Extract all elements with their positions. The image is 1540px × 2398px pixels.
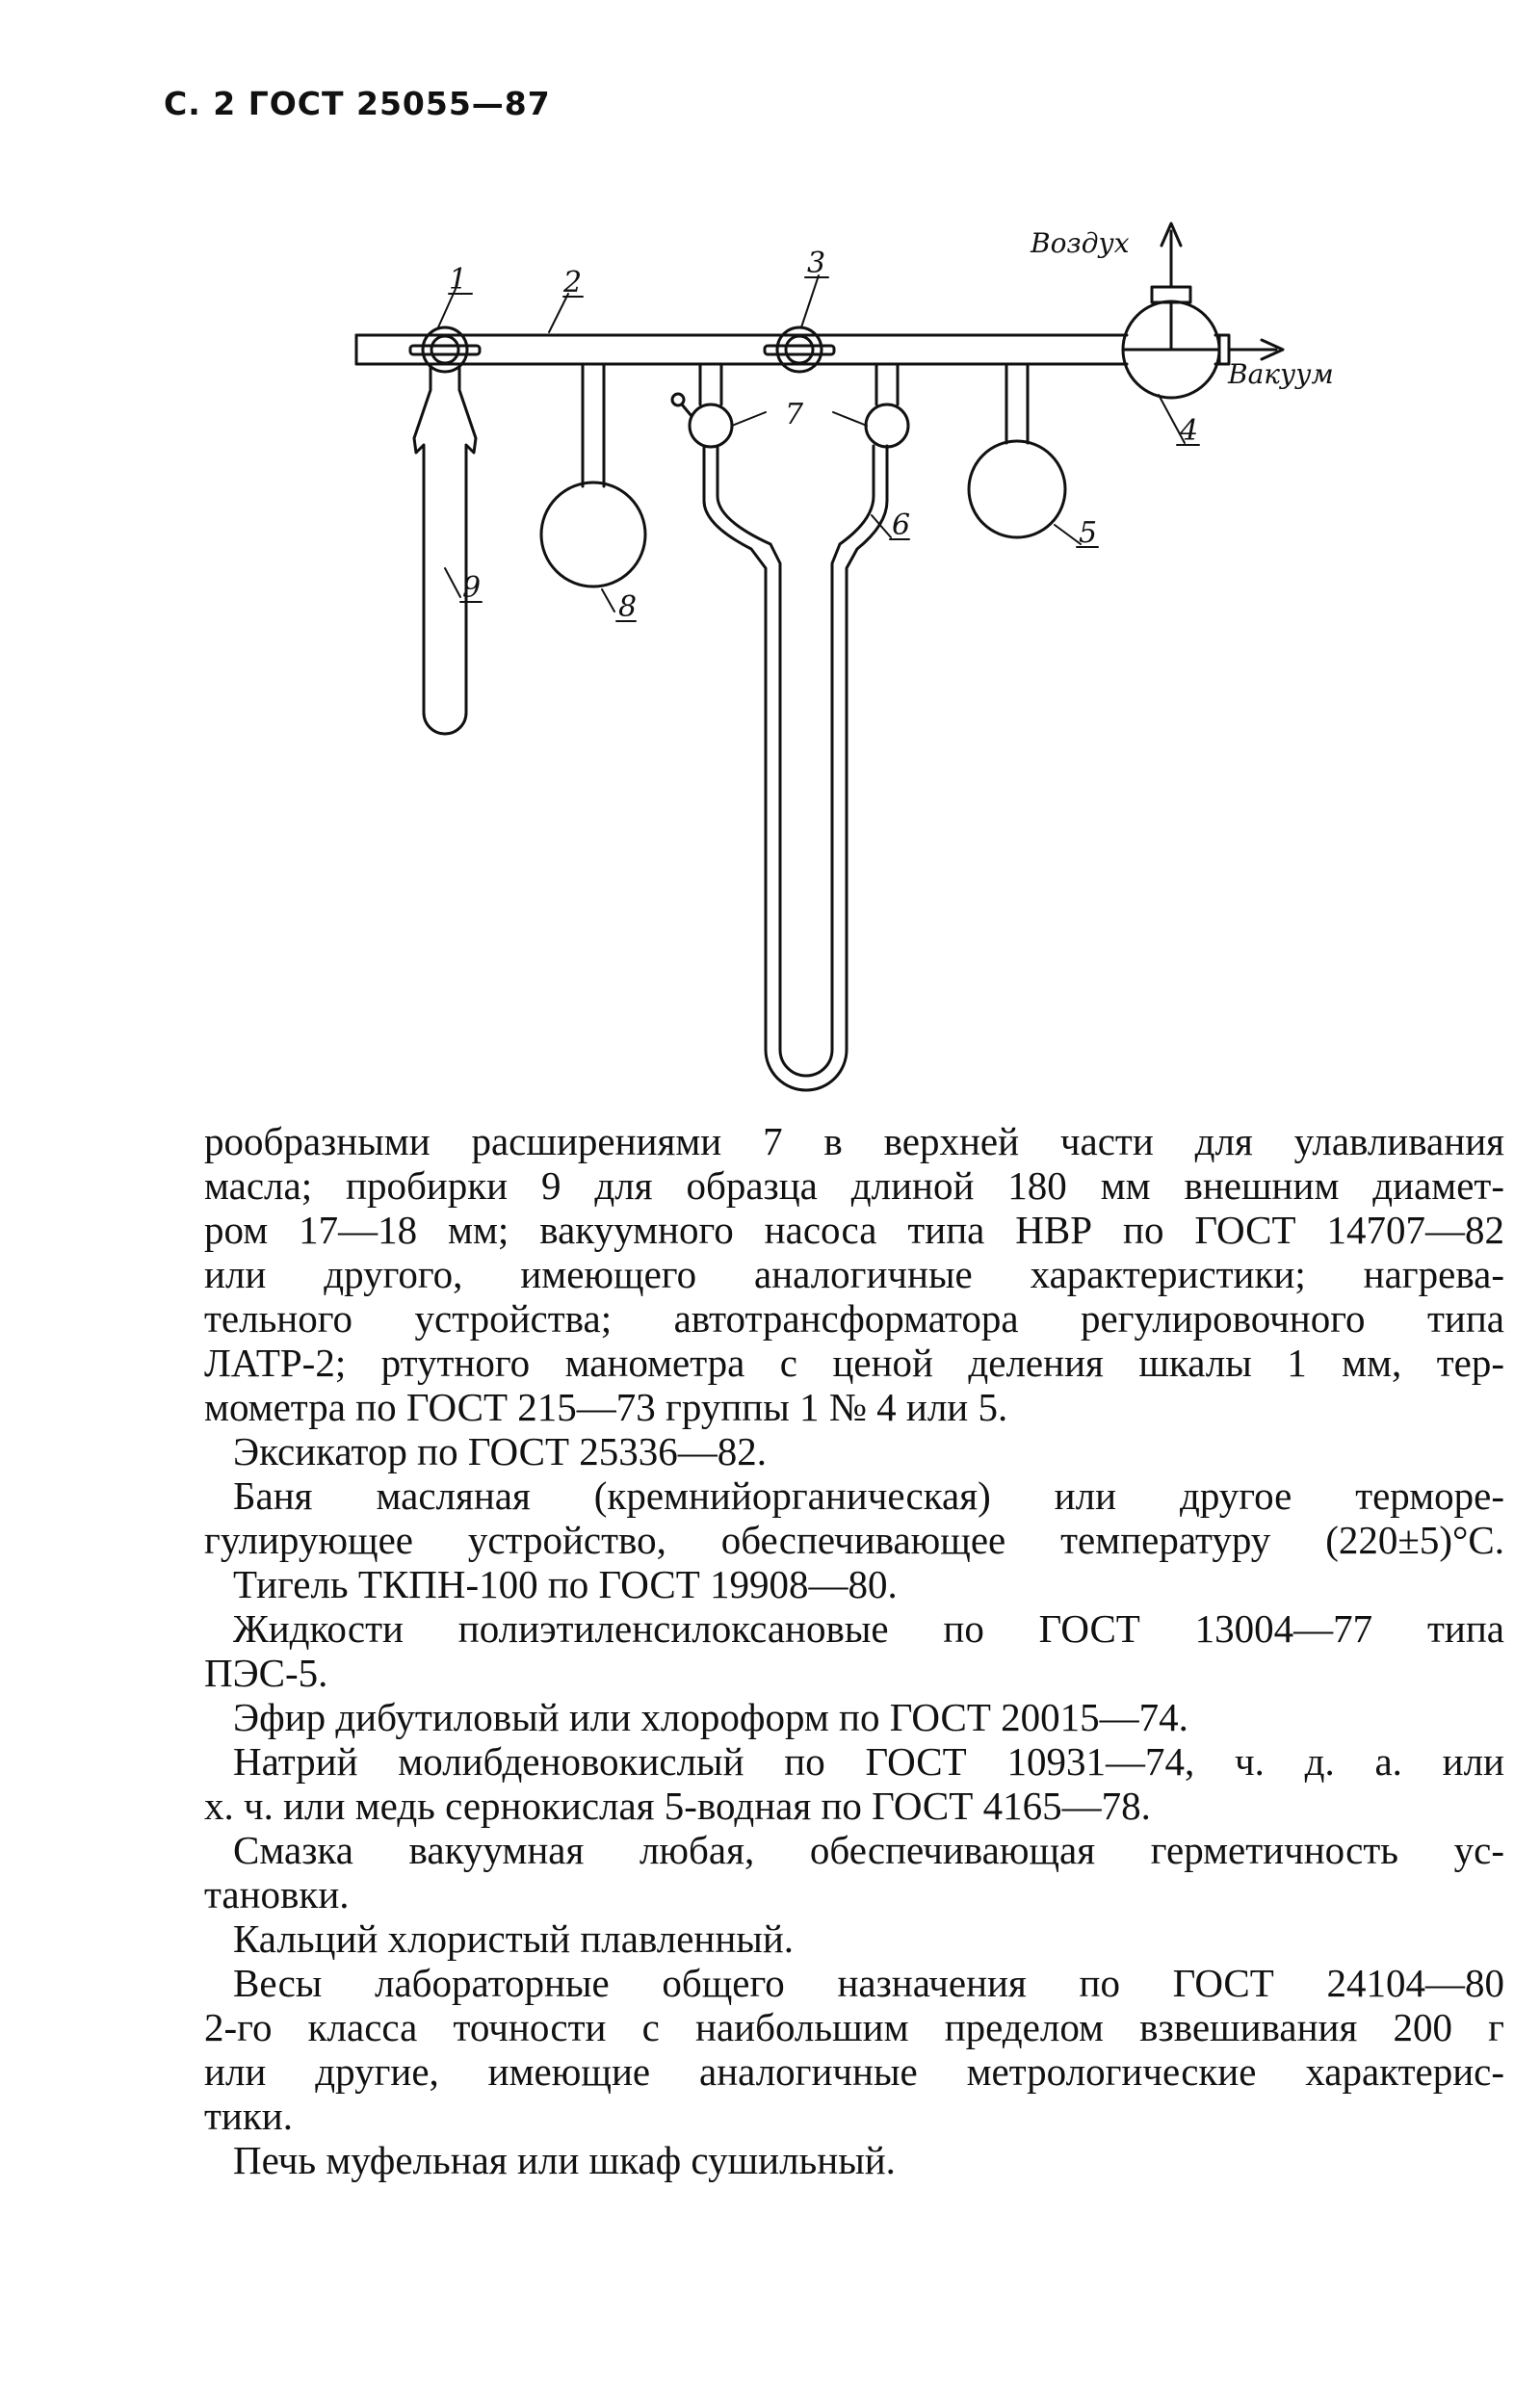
text-line: ром 17—18 мм; вакуумного насоса типа НВР по ГОСТ 14707—82 xyxy=(204,1208,1504,1252)
text-line: Печь муфельная или шкаф сушильный. xyxy=(233,2138,896,2182)
text-line: х. ч. или медь сернокислая 5-водная по ГОСТ 4165—78. xyxy=(204,1784,1151,1828)
text-line: тановки. xyxy=(204,1872,350,1916)
text-line: Тигель ТКПН-100 по ГОСТ 19908—80. xyxy=(233,1562,898,1606)
text-line: тики. xyxy=(204,2094,293,2138)
text-line: Смазка вакуумная любая, обеспечивающая герметичность ус- xyxy=(233,1828,1504,1872)
callout-9: 9 xyxy=(462,571,482,605)
callout-2: 2 xyxy=(563,266,583,300)
text-line: гулирующее устройство, обеспечивающее температуру (220±5)°С. xyxy=(204,1518,1504,1562)
text-line: или другие, имеющие аналогичные метрологические характерис- xyxy=(204,2049,1504,2094)
callout-6: 6 xyxy=(892,508,911,542)
callout-1: 1 xyxy=(449,263,468,297)
text-line: масла; пробирки 9 для образца длиной 180 мм внешним диамет- xyxy=(204,1163,1504,1208)
air-label: Воздух xyxy=(1031,227,1130,259)
text-line: или другого, имеющего аналогичные характеристики; нагрева- xyxy=(204,1252,1504,1296)
trap-u-tube-6 xyxy=(672,364,911,1090)
test-tube-9 xyxy=(414,364,476,734)
text-line: Баня масляная (кремнийорганическая) или другое термоpe- xyxy=(233,1473,1504,1518)
text-line: мометра по ГОСТ 215—73 группы 1 № 4 или 5. xyxy=(204,1385,1008,1429)
callout-5: 5 xyxy=(1079,516,1098,550)
callout-leaders xyxy=(438,275,1199,621)
text-line: ПЭС-5. xyxy=(204,1651,328,1695)
flask-8 xyxy=(541,364,645,586)
text-line: рообразными расширениями 7 в верхней части для улавливания xyxy=(204,1119,1504,1163)
text-line: тельного устройства; автотрансформатора регулировочного типа xyxy=(204,1296,1504,1341)
text-line: Весы лабораторные общего назначения по ГОСТ 24104—80 xyxy=(233,1961,1504,2005)
text-line: Натрий молибденовокислый по ГОСТ 10931—74, ч. д. а. или xyxy=(233,1739,1504,1784)
text-line: ЛАТР-2; ртутного манометра с ценой деления шкалы 1 мм, тер- xyxy=(204,1341,1504,1385)
callout-8: 8 xyxy=(618,590,638,624)
text-line: Кальций хлористый плавленный. xyxy=(233,1916,795,1961)
apparatus-diagram xyxy=(0,0,1540,1098)
flask-5 xyxy=(969,364,1065,537)
callout-4: 4 xyxy=(1180,414,1199,448)
callout-3: 3 xyxy=(807,247,826,280)
callout-7: 7 xyxy=(785,398,804,431)
text-line: Эксикатор по ГОСТ 25336—82. xyxy=(233,1429,768,1473)
text-line: Эфир дибутиловый или хлороформ по ГОСТ 20015—74. xyxy=(233,1695,1188,1739)
text-line: Жидкости полиэтиленсилоксановые по ГОСТ 13004—77 типа xyxy=(233,1606,1504,1651)
page-header: С. 2 ГОСТ 25055—87 xyxy=(164,85,551,122)
text-line: 2-го класса точности с наибольшим пределом взвешивания 200 г xyxy=(204,2005,1504,2049)
vacuum-label: Вакуум xyxy=(1228,358,1334,390)
body-text xyxy=(204,1119,1504,2182)
